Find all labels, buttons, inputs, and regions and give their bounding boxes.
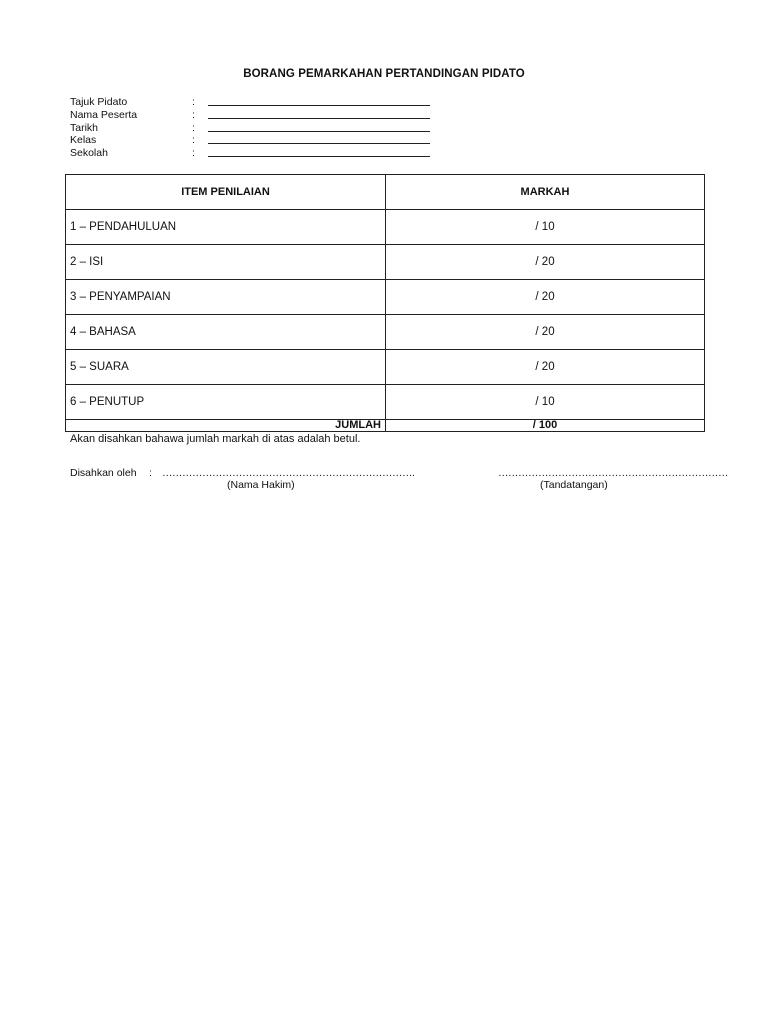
table-row: [66, 210, 705, 245]
field-blank-line: [208, 105, 430, 106]
total-mark: / 100: [386, 420, 705, 432]
confirmation-text: Akan disahkan bahawa jumlah markah di atas adalah betul.: [70, 433, 361, 445]
mark-cell: / 10: [386, 210, 705, 245]
header-mark: MARKAH: [386, 175, 705, 210]
field-label: Kelas: [70, 134, 97, 147]
field-blank-line: [208, 156, 430, 157]
field-label: Tarikh: [70, 121, 99, 134]
mark-cell: / 20: [386, 315, 705, 350]
field-label: Nama Peserta: [70, 108, 138, 121]
field-blank-line: [208, 131, 430, 132]
table-row: [66, 350, 705, 385]
table-row: [66, 385, 705, 420]
field-label: Sekolah: [70, 147, 108, 160]
header-item: ITEM PENILAIAN: [66, 175, 386, 210]
field-colon: :: [192, 121, 195, 134]
signature-label: Disahkan oleh: [70, 467, 137, 479]
item-cell: 5 – SUARA: [66, 350, 386, 385]
signature-colon: :: [149, 467, 152, 479]
field-colon: :: [192, 147, 195, 160]
item-cell: 2 – ISI: [66, 245, 386, 280]
field-colon: :: [192, 108, 195, 121]
table-row: [66, 245, 705, 280]
field-label: Tajuk Pidato: [70, 96, 128, 108]
mark-cell: / 10: [386, 385, 705, 420]
score-table: [65, 174, 705, 432]
mark-cell: / 20: [386, 280, 705, 315]
field-blank-line: [208, 118, 430, 119]
total-label: JUMLAH: [66, 420, 386, 432]
field-colon: :: [192, 134, 195, 147]
mark-cell: / 20: [386, 350, 705, 385]
field-blank-line: [208, 143, 430, 144]
table-row: [66, 280, 705, 315]
form-title: BORANG PEMARKAHAN PERTANDINGAN PIDATO: [243, 68, 525, 80]
item-cell: 3 – PENYAMPAIAN: [66, 280, 386, 315]
judge-name-caption: (Nama Hakim): [227, 479, 295, 491]
total-row: [66, 420, 705, 432]
field-colon: :: [192, 96, 195, 108]
signature-caption: (Tandatangan): [540, 479, 608, 491]
judge-name-line: ………………………………………………………………….: [162, 467, 415, 479]
table-row: [66, 315, 705, 350]
item-cell: 6 – PENUTUP: [66, 385, 386, 420]
mark-cell: / 20: [386, 245, 705, 280]
item-cell: 4 – BAHASA: [66, 315, 386, 350]
table-header-row: [66, 175, 705, 210]
signature-line: ……………………………………………………………: [498, 467, 728, 479]
item-cell: 1 – PENDAHULUAN: [66, 210, 386, 245]
